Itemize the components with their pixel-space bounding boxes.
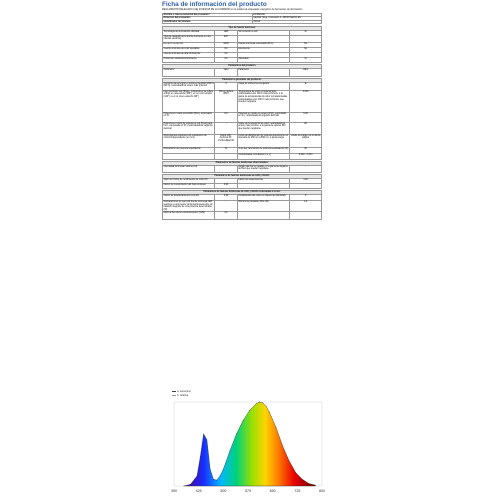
spec-label: Sin conexión a red: [237, 30, 289, 35]
spec-label: Protección antideslumbramiento: [163, 57, 215, 62]
spectrum-point [207, 439, 208, 440]
spec-label: Declaración de potencia equivalente [163, 147, 215, 153]
spec-value: RED [215, 42, 237, 47]
spec-value: Altura 108 · Anchura 60 · Profundidad 60 [215, 134, 237, 147]
spec-row [163, 112, 322, 122]
spec-label: Declaraciones de que una fuente luminosa LED sustituye a una fuente luminosa fluorescente sin balasto integrado de una potencia determinada (W) [163, 201, 215, 212]
legend-swatch [172, 395, 176, 396]
spec-row [163, 68, 322, 76]
page-title: Ficha de información del producto [162, 1, 267, 8]
spec-label [237, 35, 289, 42]
spec-value: 3 000 [290, 90, 322, 112]
spec-label: Tipo de casquillo de la fuente luminosa (u otra interfaz eléctrica): [163, 35, 215, 42]
x-tick-label: 500 [220, 489, 227, 493]
supplier-value: TR100 [252, 20, 321, 24]
spec-label: Valor del índice de rendimiento de color R9 [163, 178, 215, 183]
spectrum-point [197, 476, 198, 477]
spectrum-point [184, 486, 185, 487]
spec-value: 1,0 [290, 201, 322, 212]
spec-value: No [215, 57, 237, 62]
regulation-text: REGLAMENTO DELEGADO (UE) 2019/2015 DE LA COMISIÓN en lo relativo al etiquetado energético de las fuentes de iluminación [162, 8, 303, 11]
spec-value: 806 en Esfera (360°) [215, 90, 237, 112]
spec-value: 1,00 [290, 178, 322, 183]
spectrum-point [266, 406, 267, 407]
spec-value: Valor [215, 68, 237, 76]
spec-label [163, 153, 215, 159]
legend-label: a: espectral [177, 390, 191, 393]
spectrum-point [262, 402, 263, 403]
spec-label: Índice de rendimiento de color, redondeado al entero más próximo, o la gama de valores IRC que pueden regularse [237, 122, 289, 134]
section-title: Parámetros de fuentes luminosas direccionales: [163, 162, 322, 166]
supplier-row [163, 20, 322, 24]
legend-item [172, 394, 188, 397]
legend-label: b: relativa [177, 394, 189, 397]
spec-value: LED [215, 30, 237, 35]
spec-row [163, 212, 322, 220]
spec-label: Clase de eficiencia energética: [237, 82, 289, 90]
spec-label [237, 183, 289, 188]
spec-value [290, 35, 322, 42]
spectrum-point [200, 456, 201, 457]
spec-label: Factor de desplazamiento (cos φ1) [163, 195, 215, 201]
spectrum-point [203, 434, 204, 435]
section-title: Parámetros generales del producto: [163, 79, 322, 83]
spec-value: - [290, 165, 322, 172]
spec-label: Factor de conservación del flujo luminoso [163, 183, 215, 188]
spec-label: Potencia en modo en espera (Psb), expresada en W y redondeada al segundo decimal [237, 112, 289, 122]
spectrum-point [249, 410, 250, 411]
spec-value: Sí [290, 30, 322, 35]
legend-swatch [172, 391, 176, 392]
spec-row [163, 57, 322, 62]
section-table [162, 161, 322, 173]
spec-label: Fuente luminosa de color ajustable: [163, 47, 215, 52]
spec-label: Fuente luminosa de alta luminancia: [163, 52, 215, 57]
x-tick-label: 350 [171, 489, 177, 493]
spec-label: Intensidad luminosa máxima (cd) [163, 165, 215, 172]
spec-label: Curva de distribución de potencia espectral en el intervalo de 250 nm a 800 nm, a plena carga [237, 134, 289, 147]
x-tick-label: 575 [245, 489, 251, 493]
spec-value: Sí [290, 57, 322, 62]
spectrum-point [259, 402, 260, 403]
spec-value: Valor [290, 68, 322, 76]
spec-value: 8 [215, 82, 237, 90]
spec-row [163, 90, 322, 112]
spectrum-point [236, 434, 237, 435]
supplier-label: Nombre o marca comercial del proveedor: [163, 13, 253, 17]
spectrum-point [210, 469, 211, 470]
x-tick-label: 800 [319, 489, 325, 493]
spec-label: Temperatura de color correlacionada, redondeada a los 100 K más próximos, o la gama de temperaturas de color correlacionadas, redondeadas a los 100 K más próximos, que pueden regularse [237, 90, 289, 112]
spec-label: Si es así, afirmación de potencia equivalente (W) [237, 147, 289, 153]
spec-value: 0,96 [215, 195, 237, 201]
spectrum-point [223, 469, 224, 470]
spec-value: No [290, 47, 322, 52]
spec-value: No [215, 47, 237, 52]
spectrum-point [230, 450, 231, 451]
spec-value: 0,2 [215, 212, 237, 220]
supplier-label: Dirección del proveedor: [163, 17, 253, 21]
spec-value: 0,00 [290, 112, 322, 122]
section-table [162, 26, 322, 63]
spec-label: Envolvente: [237, 47, 289, 52]
spec-label: Consumo de energía en modo encendido (kWh/1 000 h), redondeado al entero más próximo [163, 82, 215, 90]
spec-label: Métrica del efecto estroboscópico (SVM) [163, 212, 215, 220]
spec-label: Ángulo del haz en grados, o la gama de ángulos del haz que pueden regularse [237, 165, 289, 172]
spec-value: 80 [290, 122, 322, 134]
sections-container [162, 26, 322, 220]
spectrum-point [213, 479, 214, 480]
spec-label: Fuente luminosa conectada (FLC): [237, 42, 289, 47]
x-tick-label: 425 [195, 489, 202, 493]
spec-row [163, 201, 322, 212]
spectrum-area [184, 402, 316, 486]
spectral-distribution-chart [172, 398, 324, 498]
spec-row [163, 134, 322, 147]
spec-label: Factor de supervivencia [237, 178, 289, 183]
spectrum-point [269, 412, 270, 413]
section-table [162, 174, 322, 189]
spectrum-point [282, 445, 283, 446]
spec-label: Atenuable: [237, 57, 289, 62]
spec-label: Potencia en modo de espera en red (Pnet) para FLC, expresada en W y redondeada al segundo decimal [163, 122, 215, 134]
spectrum-point [190, 484, 191, 485]
supplier-value: EVIDENCE [252, 13, 321, 17]
spec-row [163, 153, 322, 159]
spectrum-point [308, 483, 309, 484]
spec-value: 60 [290, 147, 322, 153]
spec-label: Potencia en modo encendido (Pon), expresada en W [163, 112, 215, 122]
section-table [162, 190, 322, 220]
x-tick-label: 650 [269, 489, 276, 493]
supplier-table [162, 13, 322, 25]
spectrum-point [295, 472, 296, 473]
spec-value [290, 183, 322, 188]
section-title: Parámetros de fuentes luminosas de LED y OLED conectadas a la red: [163, 191, 322, 195]
spec-value [290, 212, 322, 220]
section-title: Tipo de fuente luminosa: [163, 26, 322, 30]
section-table [162, 64, 322, 77]
spec-value: E27 [215, 35, 237, 42]
spec-label: Métrica de parpadeo (Pst LM) [237, 201, 289, 212]
section-title: Parámetros de fuentes luminosas de LED y OLED: [163, 175, 322, 179]
spec-value [215, 153, 237, 159]
spectrum-point [276, 427, 277, 428]
spec-label: Coordenadas cromáticas (x e y) [237, 153, 289, 159]
spec-value: 0,96 [215, 183, 237, 188]
spec-value: 8,0 [215, 112, 237, 122]
spec-row [163, 82, 322, 90]
x-tick-label: 725 [294, 489, 301, 493]
spectrum-point [315, 485, 316, 486]
spec-label: Tecnología de iluminación utilizada: [163, 30, 215, 35]
spec-label: De red o no de red: [163, 42, 215, 47]
spectrum-point [289, 460, 290, 461]
spec-label: Parámetro [237, 68, 289, 76]
spectrum-point [220, 476, 221, 477]
spec-value: Véase la imagen de la última página [290, 134, 322, 147]
section-table [162, 78, 322, 160]
spectrum-point [302, 479, 303, 480]
spec-label [237, 212, 289, 220]
spec-label: Flujo luminoso útil (Φuse), indicando si se refiere al flujo en una esfera (360°), en un cono amplio (120°) o en un cono estrecho (90°) [163, 90, 215, 112]
spec-row [163, 183, 322, 188]
spec-label: Consistencia del color en elipses de MacAdam [237, 195, 289, 201]
spec-value: No [290, 42, 322, 47]
spec-row [163, 122, 322, 134]
spec-value: - [215, 122, 237, 134]
spec-value: E [290, 82, 322, 90]
spec-value: - [215, 165, 237, 172]
spec-value: 6 [290, 195, 322, 201]
legend-item [172, 390, 190, 393]
spectrum-point [216, 480, 217, 481]
supplier-value: Capitán Haya, Concesión 2, 28046 Madrid, ES [252, 17, 321, 21]
spec-label: Parámetro [163, 68, 215, 76]
section-title: Parámetros del producto [163, 65, 322, 69]
spec-label: Dimensiones exteriores sin mecanismo de control independiente (en mm) [163, 134, 215, 147]
spec-row [163, 35, 322, 42]
spectrum-point [243, 420, 244, 421]
spectrum-point [256, 403, 257, 404]
supplier-label: Identificador del modelo: [163, 20, 253, 24]
spec-value: Sí [215, 147, 237, 153]
spec-value: 0,440 · 0,403 [290, 153, 322, 159]
spec-value: No [215, 52, 237, 57]
spec-value: - [215, 201, 237, 212]
spec-row [163, 165, 322, 172]
